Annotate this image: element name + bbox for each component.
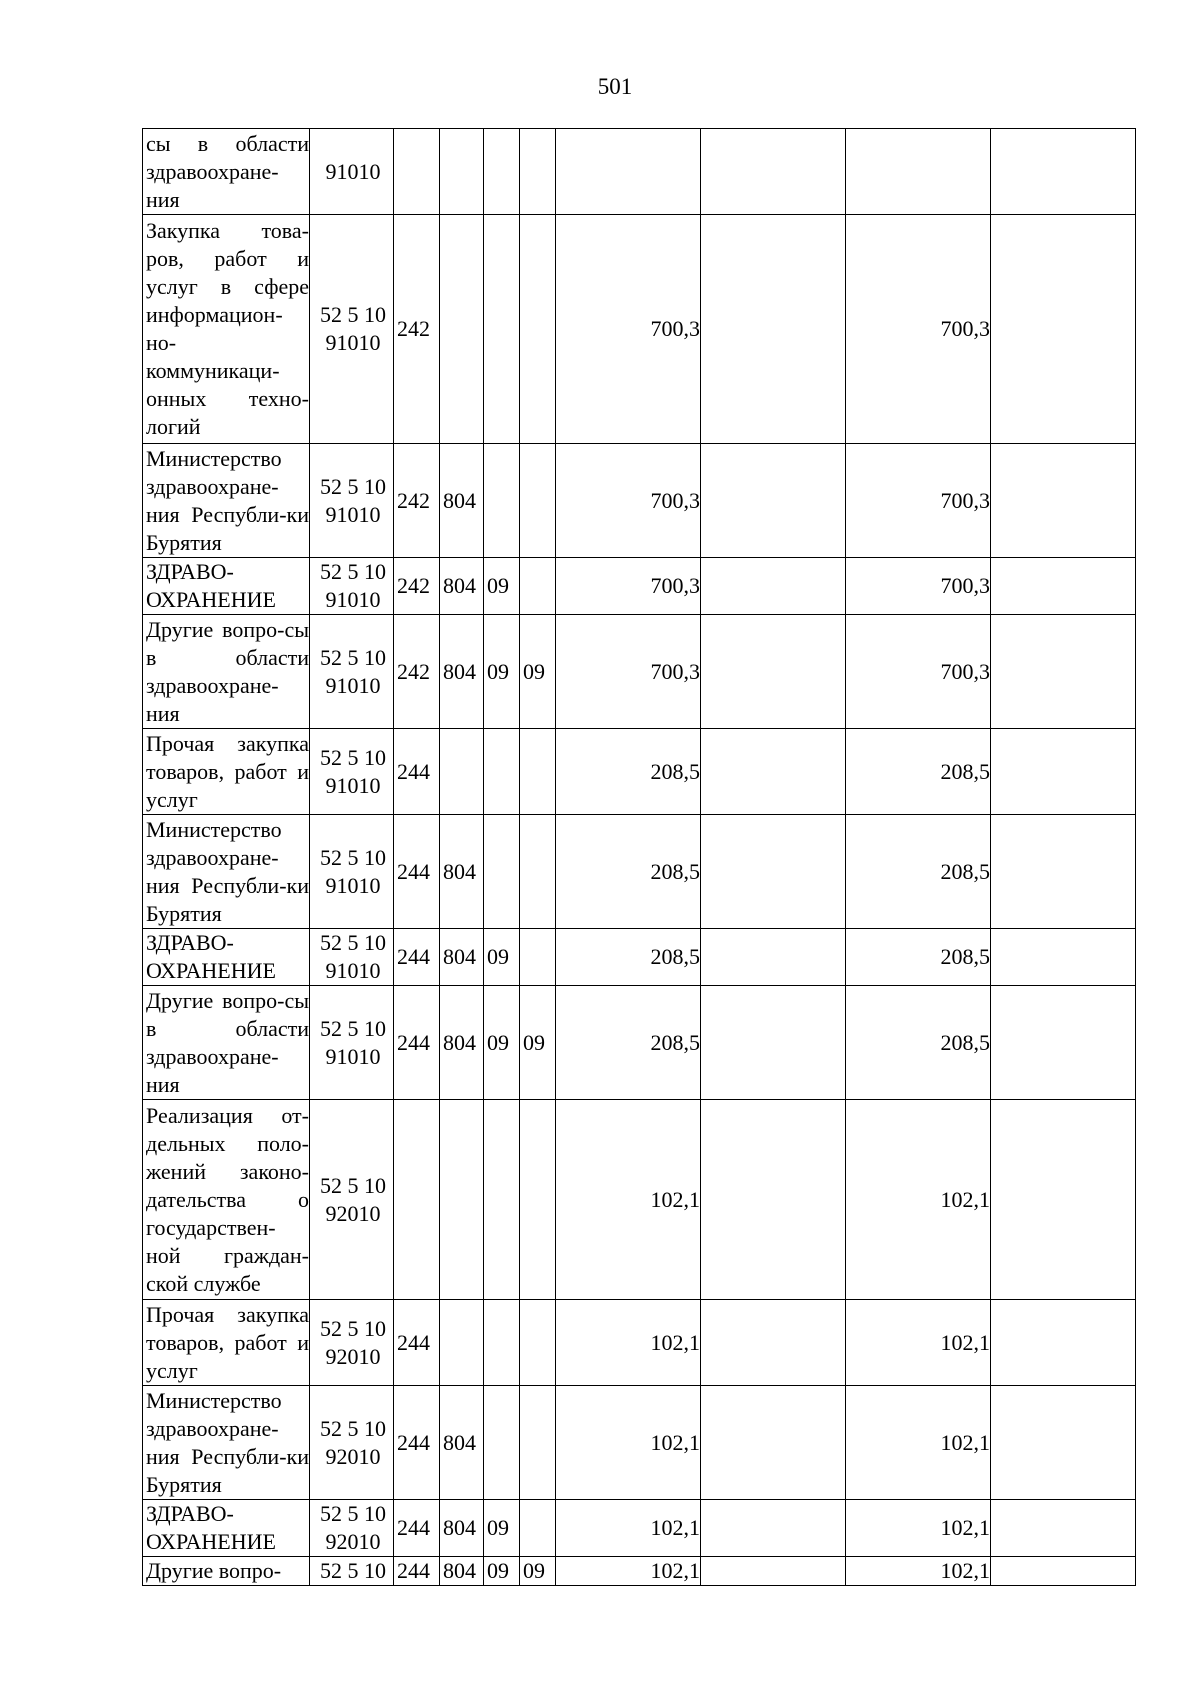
empty-amount-cell [991,929,1136,986]
target-code-cell [310,1500,394,1557]
target-code-part: 52 5 10 [320,844,386,870]
department-cell [440,1300,484,1386]
row-name-cell: Прочая закупка товаров, работ и услуг [143,1300,310,1386]
empty-amount-cell [701,215,846,444]
subsection-cell [520,444,556,558]
department-cell [440,215,484,444]
empty-amount-cell [701,986,846,1100]
empty-amount-cell [991,1500,1136,1557]
department-cell: 804 [440,815,484,929]
target-code-cell [310,929,394,986]
empty-amount-cell [991,986,1136,1100]
target-code-part: 52 5 10 [320,744,386,770]
section-cell [484,129,520,215]
empty-amount-cell [991,615,1136,729]
target-code-part: 91010 [325,587,381,612]
target-code-cell [310,1300,394,1386]
section-cell [484,1300,520,1386]
budget-table [142,128,1136,1586]
section-cell [484,815,520,929]
empty-amount-cell [991,1300,1136,1386]
row-name-cell: ЗДРАВО-ОХРАНЕНИЕ [143,558,310,615]
department-cell: 804 [440,929,484,986]
target-code-part: 52 5 10 [320,1015,386,1041]
target-code-part: 52 5 10 [320,1558,386,1583]
target-code-part: 92010 [325,1529,381,1554]
target-code-cell [310,558,394,615]
target-code-part: 52 5 10 [320,930,386,955]
empty-amount-cell [701,1386,846,1500]
row-name-cell: Министерство здравоохране-ния Республи-ки Бурятия [143,815,310,929]
target-code-part: 91010 [325,672,381,698]
amount-cell-1: 208,5 [556,815,701,929]
department-cell [440,1100,484,1300]
department-cell: 804 [440,444,484,558]
amount-cell-1: 700,3 [556,444,701,558]
row-name-cell: Реализация от-дельных поло-жений законо-дательства о государствен-ной граждан-ской службе [143,1100,310,1300]
amount-cell-2: 102,1 [846,1500,991,1557]
target-code-cell [310,729,394,815]
table-row [143,729,1136,815]
expense-type-cell: 244 [394,815,440,929]
amount-cell-1: 700,3 [556,558,701,615]
target-code-cell [310,215,394,444]
empty-amount-cell [701,558,846,615]
section-cell: 09 [484,615,520,729]
amount-cell-2: 700,3 [846,215,991,444]
target-code-cell [310,1386,394,1500]
amount-cell-1: 102,1 [556,1386,701,1500]
target-code-part: 92010 [325,1200,381,1226]
target-code-cell [310,615,394,729]
subsection-cell [520,1100,556,1300]
empty-amount-cell [701,615,846,729]
target-code-part: 52 5 10 [320,1415,386,1441]
expense-type-cell: 242 [394,444,440,558]
budget-table-body [143,129,1136,1586]
expense-type-cell: 244 [394,729,440,815]
target-code-part: 52 5 10 [320,302,386,327]
amount-cell-1: 208,5 [556,729,701,815]
amount-cell-2: 700,3 [846,558,991,615]
subsection-cell [520,929,556,986]
subsection-cell: 09 [520,1557,556,1586]
amount-cell-1: 208,5 [556,929,701,986]
target-code-part: 92010 [325,1443,381,1469]
row-name-cell: ЗДРАВО-ОХРАНЕНИЕ [143,929,310,986]
empty-amount-cell [701,929,846,986]
amount-cell-1: 102,1 [556,1300,701,1386]
empty-amount-cell [991,1557,1136,1586]
empty-amount-cell [701,129,846,215]
amount-cell-2: 102,1 [846,1100,991,1300]
amount-cell-2: 208,5 [846,815,991,929]
row-name-cell: Другие вопро- [143,1557,310,1586]
empty-amount-cell [991,1386,1136,1500]
row-name-cell: сы в области здравоохране-ния [143,129,310,215]
target-code-part: 52 5 10 [320,1501,386,1526]
department-cell [440,729,484,815]
table-row [143,129,1136,215]
amount-cell-2: 102,1 [846,1300,991,1386]
target-code-part: 91010 [325,501,381,527]
subsection-cell [520,729,556,815]
target-code-part: 92010 [325,1343,381,1369]
subsection-cell [520,815,556,929]
expense-type-cell: 244 [394,986,440,1100]
table-row [143,444,1136,558]
empty-amount-cell [991,129,1136,215]
table-row [143,1300,1136,1386]
empty-amount-cell [991,444,1136,558]
subsection-cell [520,1300,556,1386]
table-row [143,558,1136,615]
subsection-cell [520,1386,556,1500]
expense-type-cell: 244 [394,929,440,986]
section-cell: 09 [484,929,520,986]
empty-amount-cell [991,729,1136,815]
amount-cell-2: 208,5 [846,929,991,986]
empty-amount-cell [701,444,846,558]
row-name-cell: Министерство здравоохране-ния Республи-ки Бурятия [143,1386,310,1500]
expense-type-cell: 244 [394,1300,440,1386]
target-code-part: 52 5 10 [320,1315,386,1341]
amount-cell-2: 102,1 [846,1386,991,1500]
row-name-cell: Другие вопро-сы в области здравоохране-ния [143,615,310,729]
expense-type-cell [394,1100,440,1300]
table-row [143,1557,1136,1586]
expense-type-cell [394,129,440,215]
amount-cell-1: 700,3 [556,615,701,729]
amount-cell-2: 208,5 [846,729,991,815]
target-code-part: 52 5 10 [320,1172,386,1198]
target-code-cell [310,444,394,558]
target-code-cell [310,815,394,929]
department-cell [440,129,484,215]
table-row [143,615,1136,729]
target-code-part: 91010 [325,330,381,355]
target-code-part: 91010 [325,158,381,184]
amount-cell-2 [846,129,991,215]
amount-cell-2: 208,5 [846,986,991,1100]
section-cell [484,729,520,815]
department-cell: 804 [440,1500,484,1557]
table-row [143,986,1136,1100]
empty-amount-cell [701,1100,846,1300]
empty-amount-cell [991,215,1136,444]
section-cell [484,1386,520,1500]
section-cell [484,215,520,444]
subsection-cell [520,215,556,444]
empty-amount-cell [701,1500,846,1557]
expense-type-cell: 242 [394,558,440,615]
target-code-part: 52 5 10 [320,473,386,499]
empty-amount-cell [701,815,846,929]
section-cell: 09 [484,1500,520,1557]
amount-cell-2: 102,1 [846,1557,991,1586]
row-name-cell: Закупка това-ров, работ и услуг в сфере информацион-но-коммуникаци-онных техно-логий [143,215,310,444]
page-number: 501 [597,74,633,99]
table-row [143,815,1136,929]
department-cell: 804 [440,1557,484,1586]
subsection-cell: 09 [520,986,556,1100]
expense-type-cell: 244 [394,1500,440,1557]
amount-cell-1: 102,1 [556,1500,701,1557]
row-name-cell: ЗДРАВО-ОХРАНЕНИЕ [143,1500,310,1557]
subsection-cell [520,1500,556,1557]
amount-cell-1: 700,3 [556,215,701,444]
empty-amount-cell [991,1100,1136,1300]
empty-amount-cell [701,1300,846,1386]
subsection-cell [520,129,556,215]
empty-amount-cell [991,558,1136,615]
subsection-cell: 09 [520,615,556,729]
target-code-part: 52 5 10 [320,644,386,670]
row-name-cell: Министерство здравоохране-ния Республи-ки Бурятия [143,444,310,558]
amount-cell-2: 700,3 [846,615,991,729]
section-cell: 09 [484,986,520,1100]
amount-cell-1: 102,1 [556,1100,701,1300]
empty-amount-cell [991,815,1136,929]
target-code-cell [310,129,394,215]
section-cell [484,444,520,558]
subsection-cell [520,558,556,615]
target-code-part: 91010 [325,958,381,983]
expense-type-cell: 244 [394,1386,440,1500]
expense-type-cell: 242 [394,215,440,444]
amount-cell-1 [556,129,701,215]
table-row [143,1386,1136,1500]
table-row [143,929,1136,986]
department-cell: 804 [440,986,484,1100]
target-code-part: 91010 [325,772,381,798]
expense-type-cell: 244 [394,1557,440,1586]
target-code-part: 91010 [325,1043,381,1069]
section-cell [484,1100,520,1300]
department-cell: 804 [440,615,484,729]
section-cell: 09 [484,558,520,615]
target-code-cell [310,1557,394,1586]
target-code-part: 91010 [325,872,381,898]
target-code-cell [310,986,394,1100]
amount-cell-1: 102,1 [556,1557,701,1586]
department-cell: 804 [440,558,484,615]
section-cell: 09 [484,1557,520,1586]
table-row [143,1500,1136,1557]
target-code-cell [310,1100,394,1300]
expense-type-cell: 242 [394,615,440,729]
department-cell: 804 [440,1386,484,1500]
amount-cell-2: 700,3 [846,444,991,558]
row-name-cell: Прочая закупка товаров, работ и услуг [143,729,310,815]
table-row [143,1100,1136,1300]
amount-cell-1: 208,5 [556,986,701,1100]
empty-amount-cell [701,729,846,815]
target-code-part: 52 5 10 [320,559,386,584]
table-row [143,215,1136,444]
row-name-cell: Другие вопро-сы в области здравоохране-ния [143,986,310,1100]
empty-amount-cell [701,1557,846,1586]
